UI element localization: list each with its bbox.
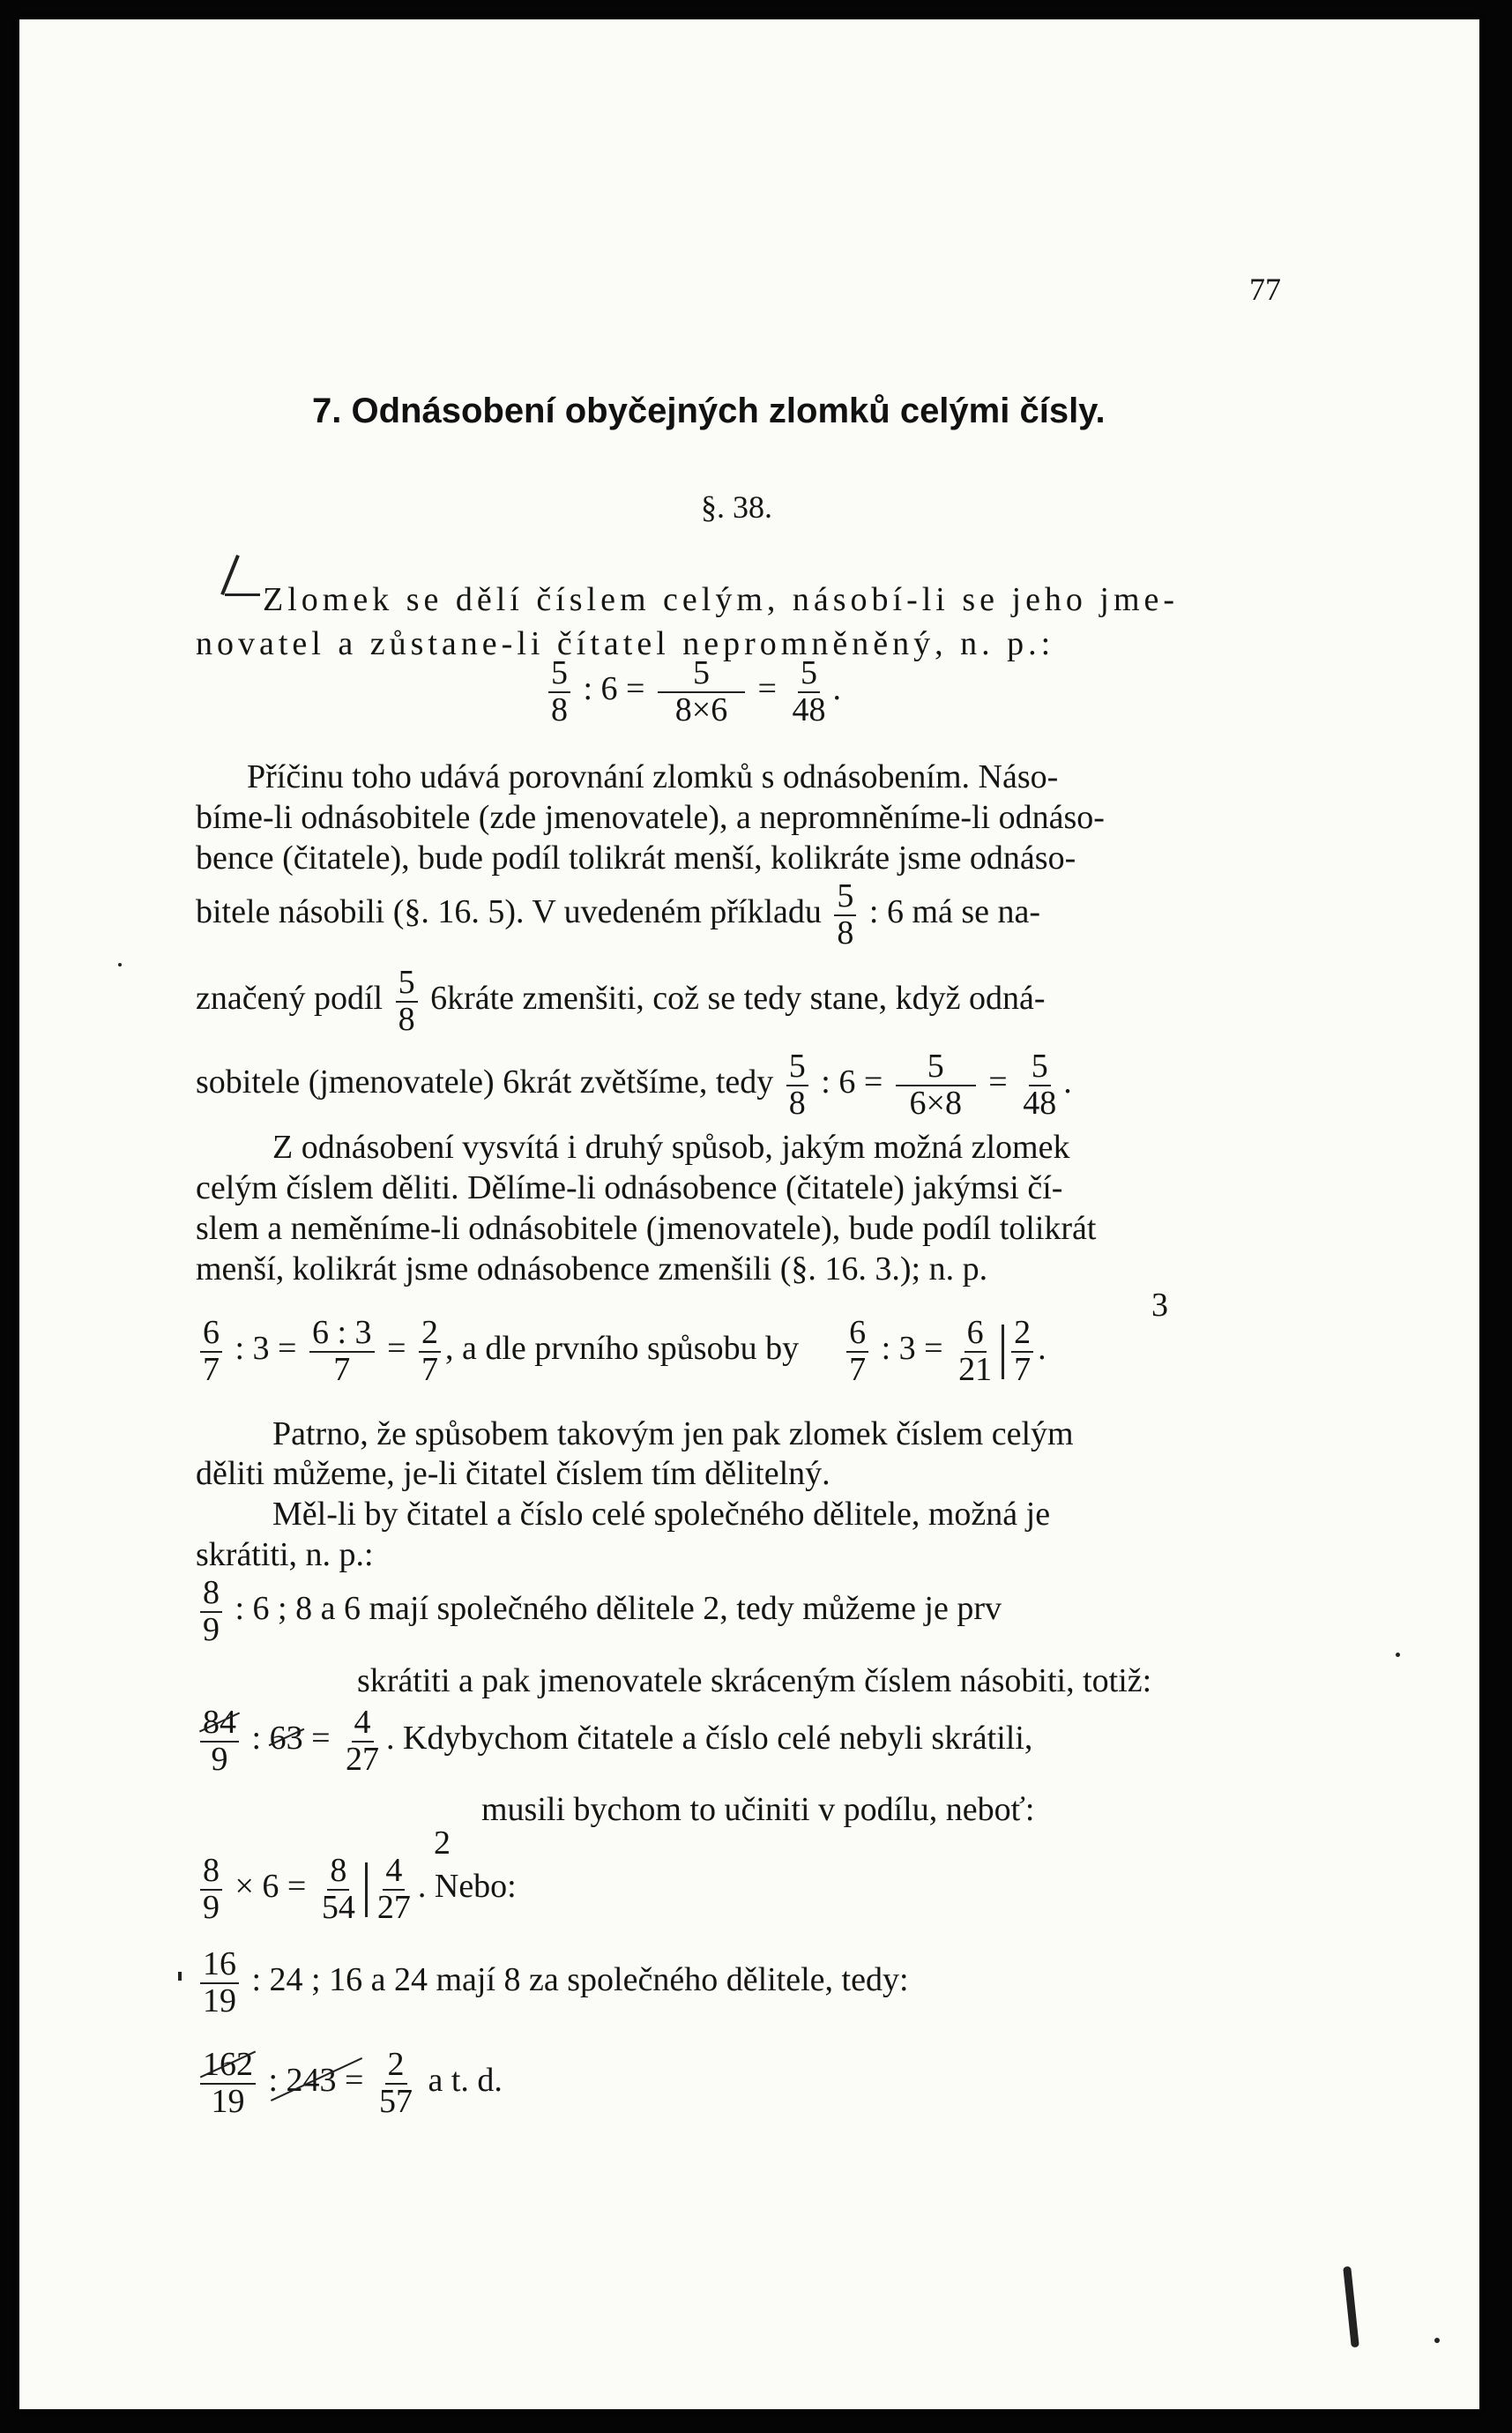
p1-line-1: Příčinu toho udává porovnání zlomků s odnásobením. Náso- (247, 758, 1059, 795)
p4-example-1: $\frac{8}{9}$ : 6 ; 8 a 6 mají společného dělitele 2, tedy můžeme je prv (196, 1576, 1002, 1647)
p1-line-6: sobitele (jmenovatele) 6krát zvětšíme, tedy $\frac{5}{8}$ : 6 = $\frac{5}{6\times 8}$ = $\frac{5}{48}$ . (196, 1048, 1072, 1122)
p4-line-1: Měl-li by čitatel a číslo celé společného dělitele, možná je (272, 1496, 1051, 1533)
p4-example-5: $\frac{162}{19}$ : 243 = $\frac{2}{57}$ a t. d. (196, 2048, 503, 2119)
p4-superscript: 2 (434, 1825, 451, 1862)
p4-example-2: $\frac{84}{9}$ : 63 = $\frac{4}{27}$ . Kdybychom čitatele a číslo celé nebyli skrátili, (196, 1705, 1032, 1777)
p4-example-3: $\frac{8}{9}$ × 6 = $\frac{8}{54}$ $\frac{4}{27}$ . Nebo: (196, 1854, 517, 1925)
rule-line-2: novatel a zůstane-li čítatel nepromněněný, n. p.: (196, 625, 1055, 662)
p2-line-3: slem a neměníme-li odnásobitele (jmenovatele), bude podíl tolikrát (196, 1210, 1097, 1247)
p2-line-2: celým číslem děliti. Dělíme-li odnásobence (čitatele) jakýmsi čí- (196, 1169, 1063, 1206)
p2-line-1: Z odnásobení vysvítá i druhý spůsob, jakým možná zlomek (272, 1129, 1070, 1166)
book-page (19, 19, 1479, 2409)
p1-line-5: značený podíl $\frac{5}{8}$ 6kráte zmenšiti, což se tedy stane, když odná- (196, 964, 1046, 1038)
p4-line-3: skrátiti a pak jmenovatele skráceným číslem násobiti, totiž: (357, 1662, 1152, 1699)
p3-line-1: Patrno, že spůsobem takovým jen pak zlomek číslem celým (272, 1415, 1074, 1452)
p4-example-4: $\frac{16}{19}$ : 24 ; 16 a 24 mají 8 za společného dělitele, tedy: (196, 1947, 909, 2019)
ink-speck-3 (178, 1972, 182, 1981)
p1-line-3: bence (čitatele), bude podíl tolikrát menší, kolikráte jsme odnáso- (196, 840, 1076, 877)
rule-line-1: Zlomek se dělí číslem celým, násobí-li se jeho jme- (263, 581, 1180, 618)
ink-stroke (1343, 2266, 1359, 2347)
p4-line-2: skrátiti, n. p.: (196, 1536, 374, 1573)
ink-speck-4 (118, 963, 122, 966)
p1-line-2: bíme-li odnásobitele (zde jmenovatele), a nepromněníme-li odnáso- (196, 799, 1105, 836)
margin-pencil-mark-base (225, 593, 260, 596)
p2-equation: $\frac{6}{7}$ : 3 = $\frac{6 : 3}{7}$ = $\frac{2}{7}$ , a dle prvního spůsobu by $\frac{6}{7}$ : 3 = $\frac{6}{21}$ $\frac{2}{7}$ . (196, 1316, 1046, 1387)
chapter-heading: 7. Odnásobení obyčejných zlomků celými čísly. (312, 392, 1106, 430)
rule-equation: $\frac{5}{8}$ : 6 = $\frac{5}{8\times 6}$ = $\frac{5}{48}$ . (544, 656, 841, 728)
margin-pencil-mark (220, 555, 240, 595)
p1-line-4: bitele násobili (§. 16. 5). V uvedeném příkladu $\frac{5}{8}$ : 6 má se na- (196, 877, 1041, 952)
ink-speck (1396, 1653, 1400, 1657)
p4-line-4: musili bychom to učiniti v podílu, neboť: (481, 1791, 1035, 1828)
section-number: §. 38. (701, 489, 772, 525)
ink-speck-2 (1434, 2338, 1440, 2343)
page-number: 77 (1249, 272, 1281, 307)
p2-superscript: 3 (1151, 1287, 1168, 1324)
p2-line-4: menší, kolikrát jsme odnásobence zmenšili (§. 16. 3.); n. p. (196, 1250, 988, 1287)
p3-line-2: děliti můžeme, je-li čitatel číslem tím dělitelný. (196, 1455, 830, 1492)
